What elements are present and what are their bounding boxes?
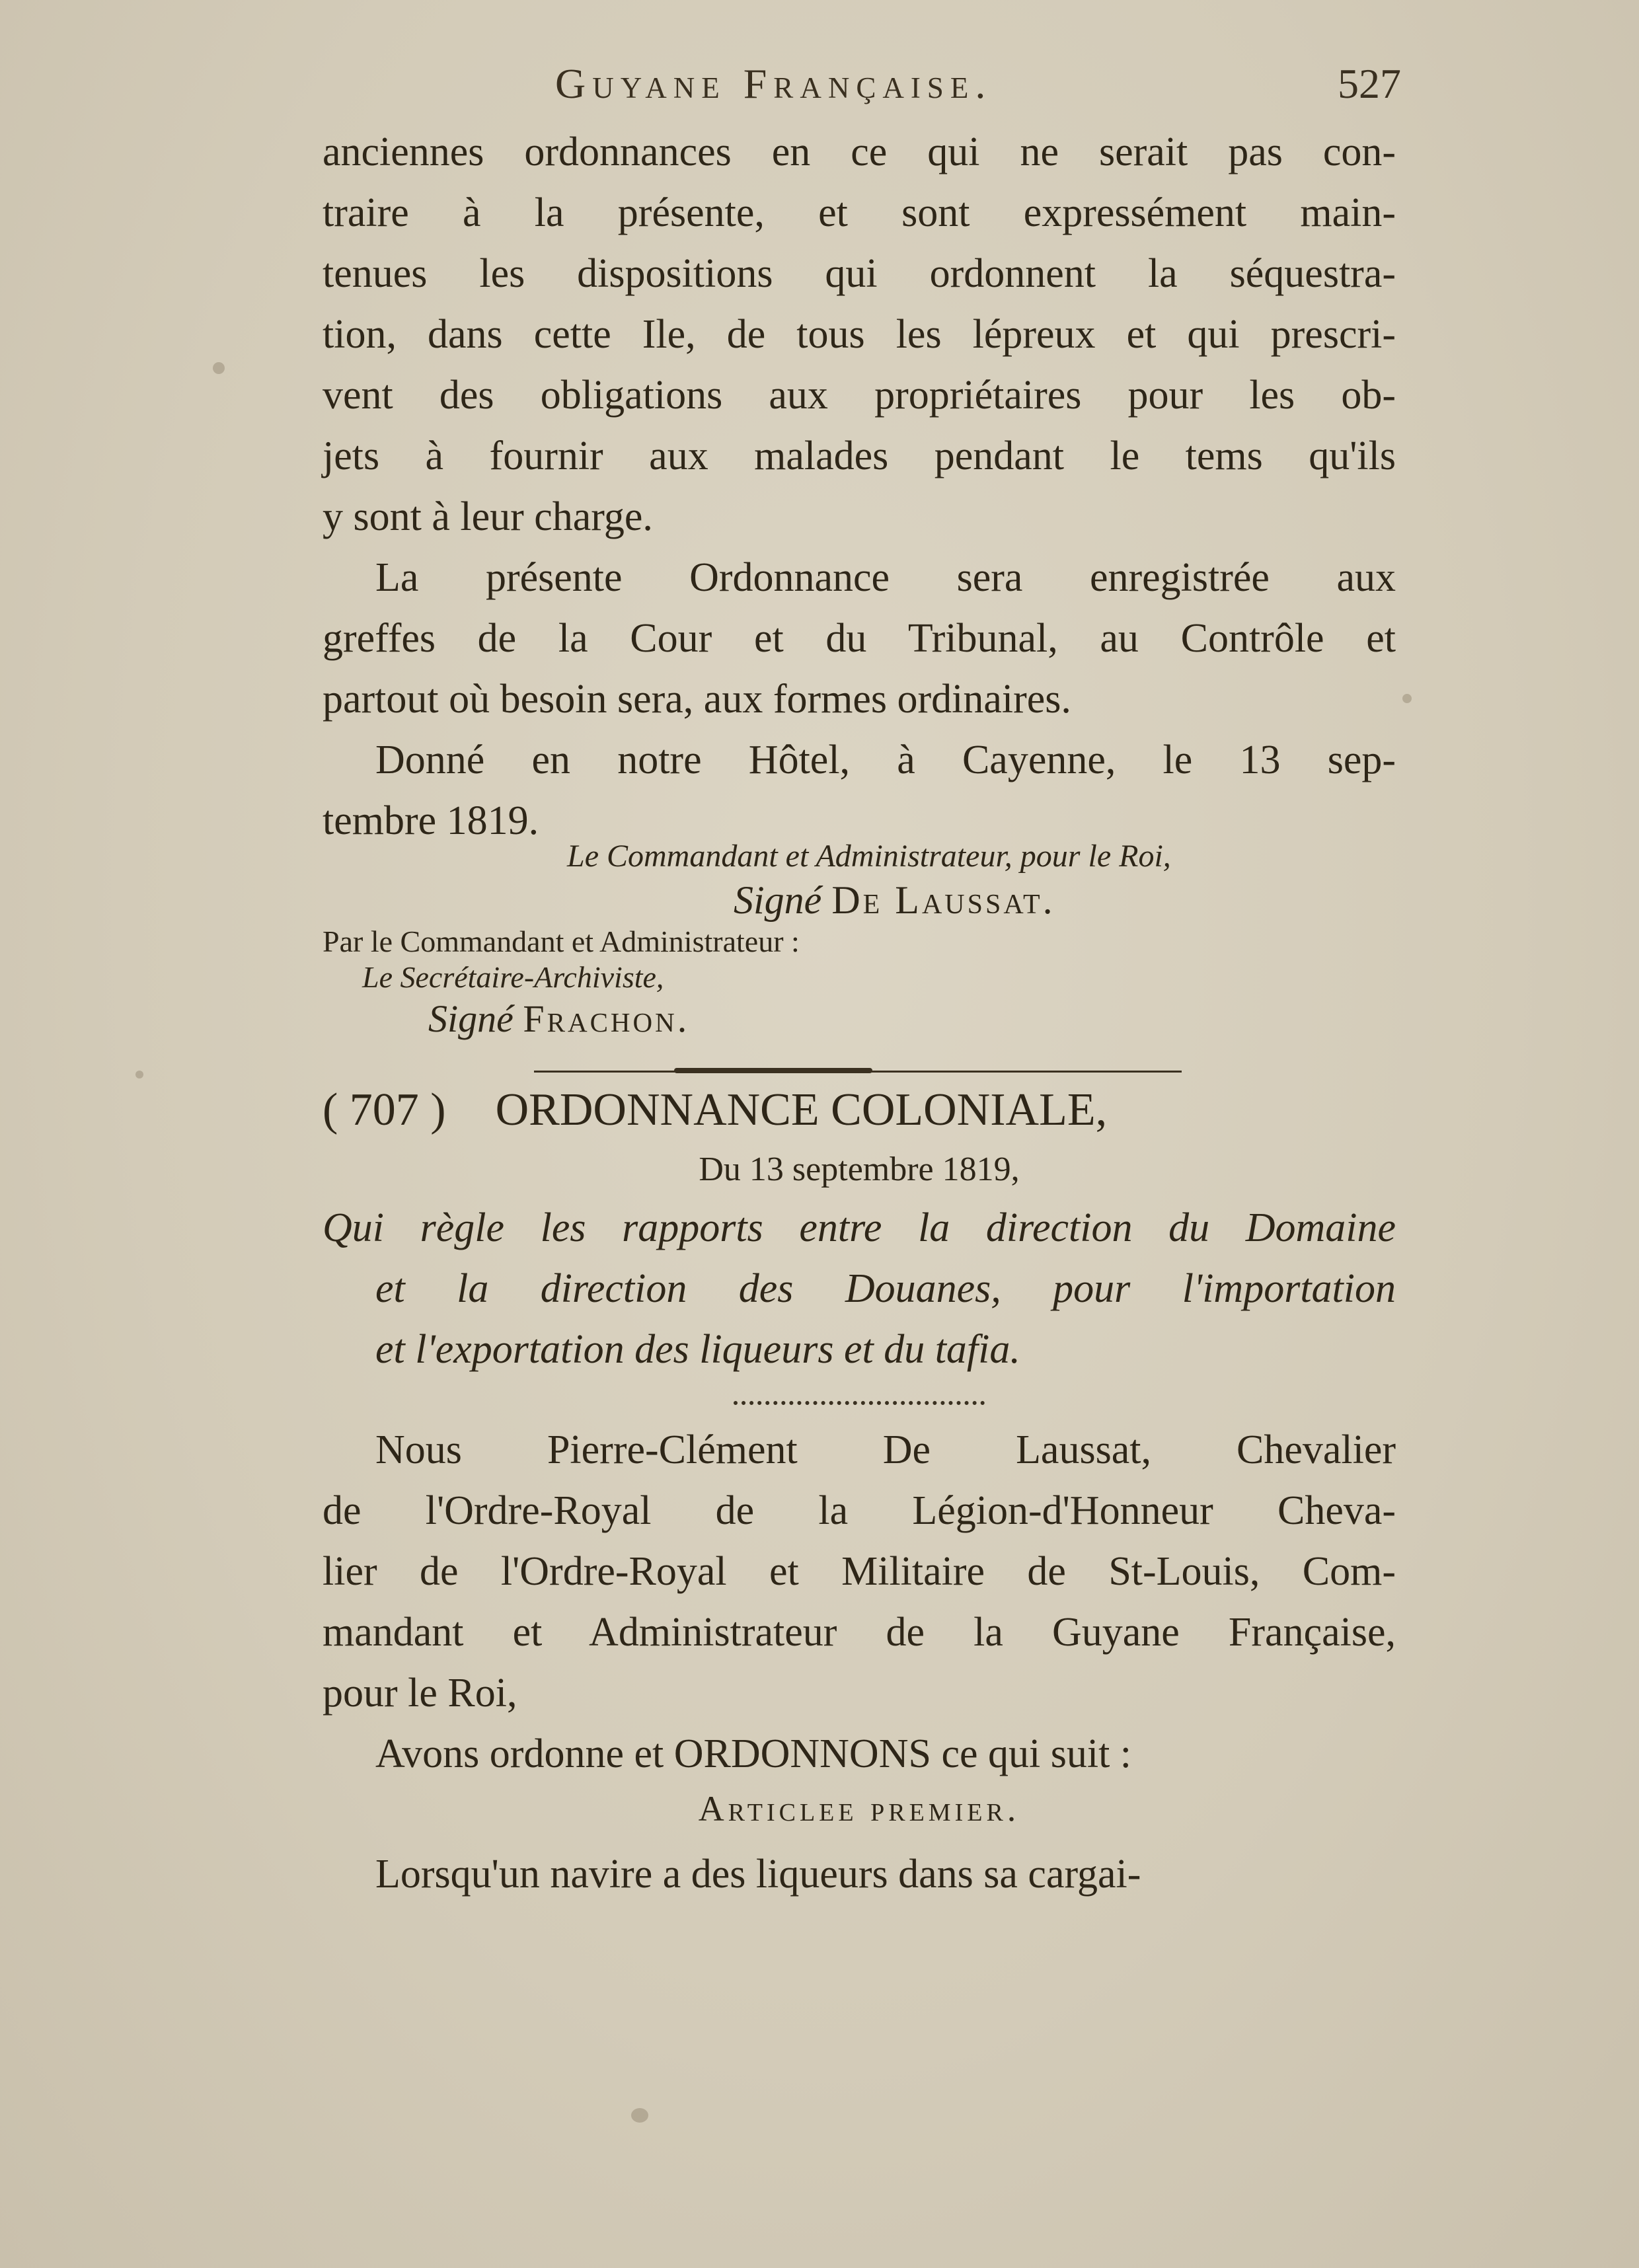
text-line: partout où besoin sera, aux formes ordinaires. (323, 677, 1071, 722)
paper-spot (1402, 694, 1412, 703)
paragraph-enregistrement (323, 547, 1396, 730)
text-line: Lorsqu'un navire a des liqueurs dans sa cargai- (375, 1852, 1141, 1897)
summary-line: et l'exportation des liqueurs et du tafia. (375, 1327, 1020, 1372)
signature-de-laussat (734, 878, 1055, 923)
ornamental-divider (734, 1393, 985, 1405)
ordonnance-title: ORDONNANCE COLONIALE, (495, 1084, 1108, 1135)
signature-line-par: Par le Commandant et Administrateur : (323, 925, 800, 958)
ordonnance-number: ( 707 ) (323, 1084, 446, 1135)
signature-frachon (428, 997, 689, 1041)
running-head: Guyane Française. (555, 60, 993, 107)
paragraph-avons (323, 1723, 1396, 1784)
text-line: jets à fournir aux malades pendant le tems qu'ils (323, 434, 1396, 478)
text-line: Avons ordonne et ORDONNONS ce qui suit : (375, 1731, 1132, 1776)
signe-label: Signé (428, 997, 514, 1040)
signatory-name: Frachon. (523, 997, 690, 1040)
signature-line-commandant: Le Commandant et Administrateur, pour le Roi, (567, 839, 1171, 874)
article-heading: Articlee premier. (698, 1789, 1020, 1829)
paragraph-nous (323, 1419, 1396, 1723)
text-line: lier de l'Ordre-Royal et Militaire de St-Louis, Com- (323, 1549, 1396, 1594)
text-line: La présente Ordonnance sera enregistrée aux (375, 555, 1396, 600)
summary-line: Qui règle les rapports entre la direction du Domaine (323, 1205, 1396, 1250)
text-line: pour le Roi, (323, 1671, 517, 1716)
paper-spot (135, 1071, 143, 1078)
text-line: vent des obligations aux propriétaires pour les ob- (323, 373, 1396, 418)
ordonnance-heading (323, 1084, 1396, 1137)
ordonnance-date: Du 13 septembre 1819, (699, 1151, 1020, 1188)
text-line: de l'Ordre-Royal de la Légion-d'Honneur Cheva- (323, 1488, 1396, 1533)
page-header (555, 59, 1401, 112)
signature-line-secretaire: Le Secrétaire-Archiviste, (362, 960, 664, 994)
paragraph-continuation (323, 122, 1396, 547)
paper-spot (631, 2108, 648, 2123)
ordonnance-summary (323, 1197, 1396, 1380)
text-line: tenues les dispositions qui ordonnent la séquestra- (323, 251, 1396, 296)
text-line: anciennes ordonnances en ce qui ne serait pas con- (323, 130, 1396, 174)
summary-line: et la direction des Douanes, pour l'importation (375, 1266, 1396, 1311)
page-number: 527 (1338, 60, 1401, 107)
signe-label: Signé (734, 878, 822, 922)
text-line: tion, dans cette Ile, de tous les lépreux et qui prescri- (323, 312, 1396, 357)
section-divider-ornament (674, 1068, 872, 1073)
text-line: traire à la présente, et sont expressément main- (323, 190, 1396, 235)
text-line: y sont à leur charge. (323, 494, 653, 539)
paper-spot (213, 362, 225, 374)
text-line: Nous Pierre-Clément De Laussat, Chevalier (375, 1427, 1396, 1472)
paragraph-article-1 (323, 1844, 1396, 1905)
text-line: mandant et Administrateur de la Guyane Française, (323, 1610, 1396, 1655)
text-line: Donné en notre Hôtel, à Cayenne, le 13 sep- (375, 737, 1396, 782)
text-line: tembre 1819. (323, 798, 539, 843)
text-line: greffes de la Cour et du Tribunal, au Contrôle et (323, 616, 1396, 661)
paragraph-date (323, 730, 1396, 851)
signatory-name: De Laussat. (831, 878, 1055, 922)
